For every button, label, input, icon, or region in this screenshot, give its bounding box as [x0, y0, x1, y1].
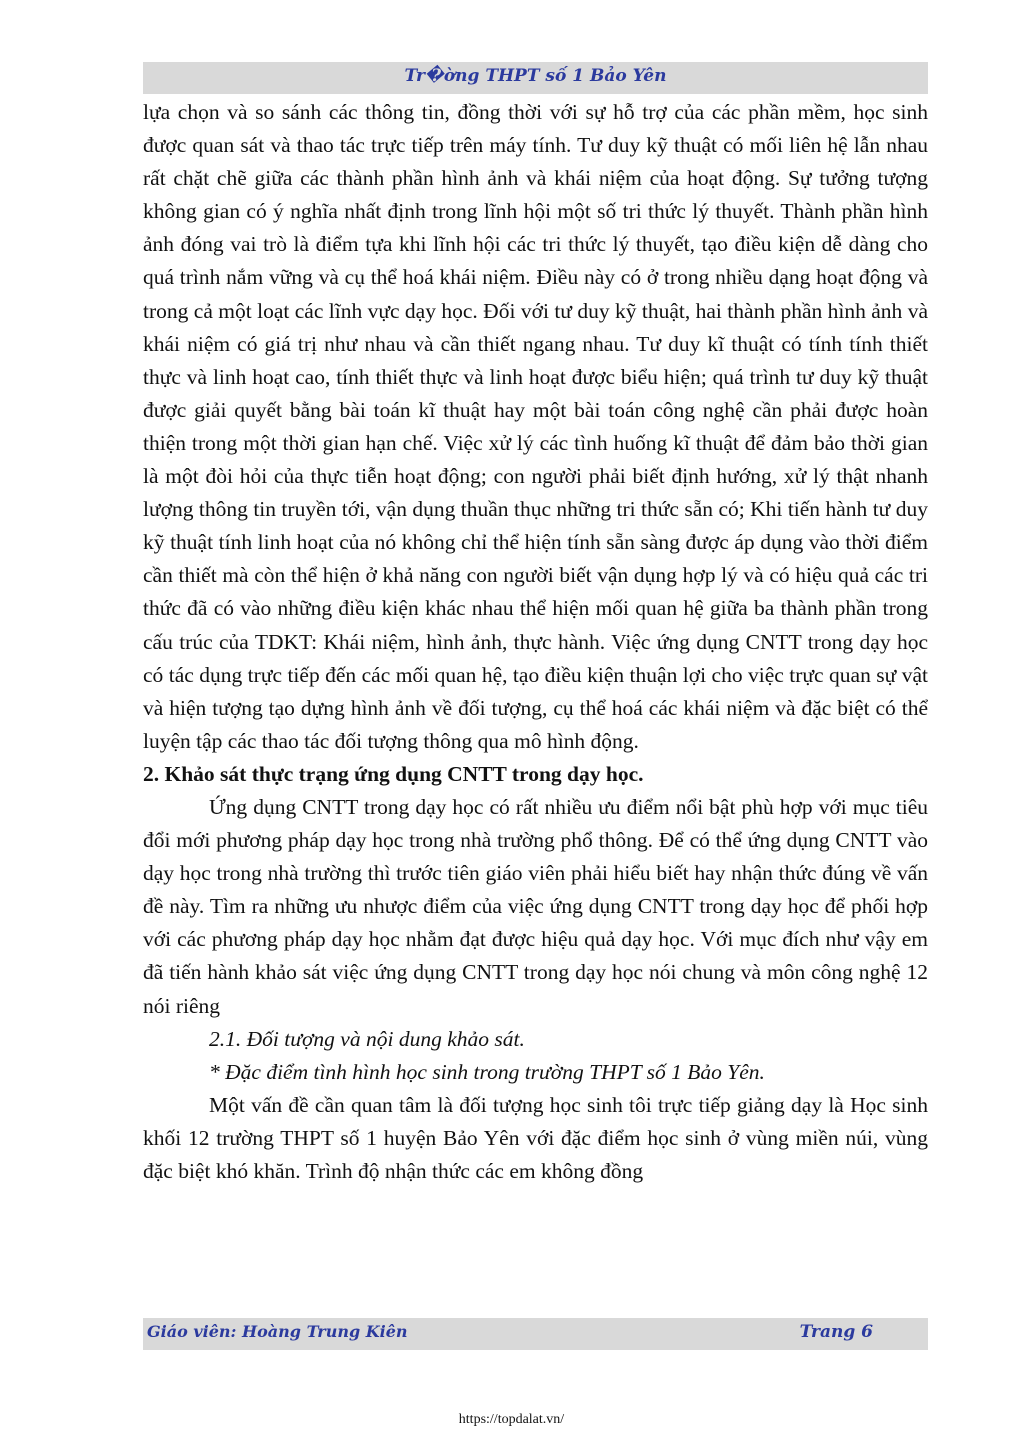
paragraph-2: Ứng dụng CNTT trong dạy học có rất nhiều ưu điểm nổi bật phù hợp với mục tiêu đổi mới phương pháp dạy học trong nhà trường phổ thông. Để có thể ứng dụng CNTT vào dạy học trong nhà trường thì trước tiên giáo viên phải hiểu biết hay nhận thức đúng về vấn đề này. Tìm ra những ưu nhược điểm của việc ứng dụng CNTT trong dạy học để phối hợp với các phương pháp dạy học nhằm đạt được hiệu quả dạy học. Với mục đích như vậy em đã tiến hành khảo sát việc ứng dụng CNTT trong dạy học nói chung và môn công nghệ 12 nói riêng — [143, 794, 928, 1018]
teacher-name: Giáo viên: Hoàng Trung Kiên — [147, 1322, 408, 1341]
page-header — [143, 62, 928, 94]
document-body — [143, 96, 928, 1188]
source-url[interactable]: https://topdalat.vn/ — [458, 1412, 565, 1427]
school-name: Tr�ờng THPT số 1 Bảo Yên — [404, 66, 667, 86]
section-heading-2: 2. Khảo sát thực trạng ứng dụng CNTT trong dạy học. — [143, 761, 644, 786]
paragraph-3: Một vấn đề cần quan tâm là đối tượng học sinh tôi trực tiếp giảng dạy là Học sinh khối 12 trường THPT số 1 huyện Bảo Yên với đặc điểm học sinh ở vùng miền núi, vùng đặc biệt khó khăn. Trình độ nhận thức các em không đồng — [143, 1092, 928, 1183]
subheading-student-characteristics: * Đặc điểm tình hình học sinh trong trường THPT số 1 Bảo Yên. — [209, 1059, 765, 1084]
subheading-2-1: 2.1. Đối tượng và nội dung khảo sát. — [209, 1026, 525, 1051]
page-number: Trang 6 — [799, 1322, 873, 1342]
page-footer — [143, 1318, 928, 1350]
paragraph-1: lựa chọn và so sánh các thông tin, đồng thời với sự hỗ trợ của các phần mềm, học sinh được quan sát và thao tác trực tiếp trên máy tính. Tư duy kỹ thuật có mối liên hệ lẫn nhau rất chặt chẽ giữa các thành phần hình ảnh và khái niệm của hoạt động. Sự tưởng tượng không gian có ý nghĩa nhất định trong lĩnh hội một số tri thức lý thuyết. Thành phần hình ảnh đóng vai trò là điểm tựa khi lĩnh hội các tri thức lý thuyết, tạo điều kiện dễ dàng cho quá trình nắm vững và cụ thể hoá khái niệm. Điều này có ở trong nhiều dạng hoạt động và trong cả một loạt các lĩnh vực dạy học. Đối với tư duy kỹ thuật, hai thành phần hình ảnh và khái niệm có giá trị như nhau và cần thiết ngang nhau. Tư duy kĩ thuật có tính tính thiết thực và linh hoạt cao, tính thiết thực và linh hoạt được biểu hiện; quá trình tư duy kỹ thuật được giải quyết bằng bài toán kĩ thuật hay một bài toán công nghệ cần phải được hoàn thiện trong một thời gian hạn chế. Việc xử lý các tình huống kĩ thuật để đảm bảo thời gian là một đòi hỏi của thực tiễn hoạt động; con người phải biết định hướng, xử lý thật nhanh lượng thông tin truyền tới, vận dụng thuần thục những tri thức sẵn có; Khi tiến hành tư duy kỹ thuật tính linh hoạt của nó không chỉ thể hiện tính sẵn sàng được áp dụng vào thời điểm cần thiết mà còn thể hiện ở khả năng con người biết vận dụng hợp lý và có hiệu quả các tri thức đã có vào những điều kiện khác nhau thể hiện mối quan hệ giữa ba thành phần trong cấu trúc của TDKT: Khái niệm, hình ảnh, thực hành. Việc ứng dụng CNTT trong dạy học có tác dụng trực tiếp đến các mối quan hệ, tạo điều kiện thuận lợi cho việc trực quan sự vật và hiện tượng tạo dựng hình ảnh về đối tượng, cụ thể hoá các khái niệm và đặc biệt có thể luyện tập các thao tác đối tượng thông qua mô hình động. — [143, 100, 928, 753]
